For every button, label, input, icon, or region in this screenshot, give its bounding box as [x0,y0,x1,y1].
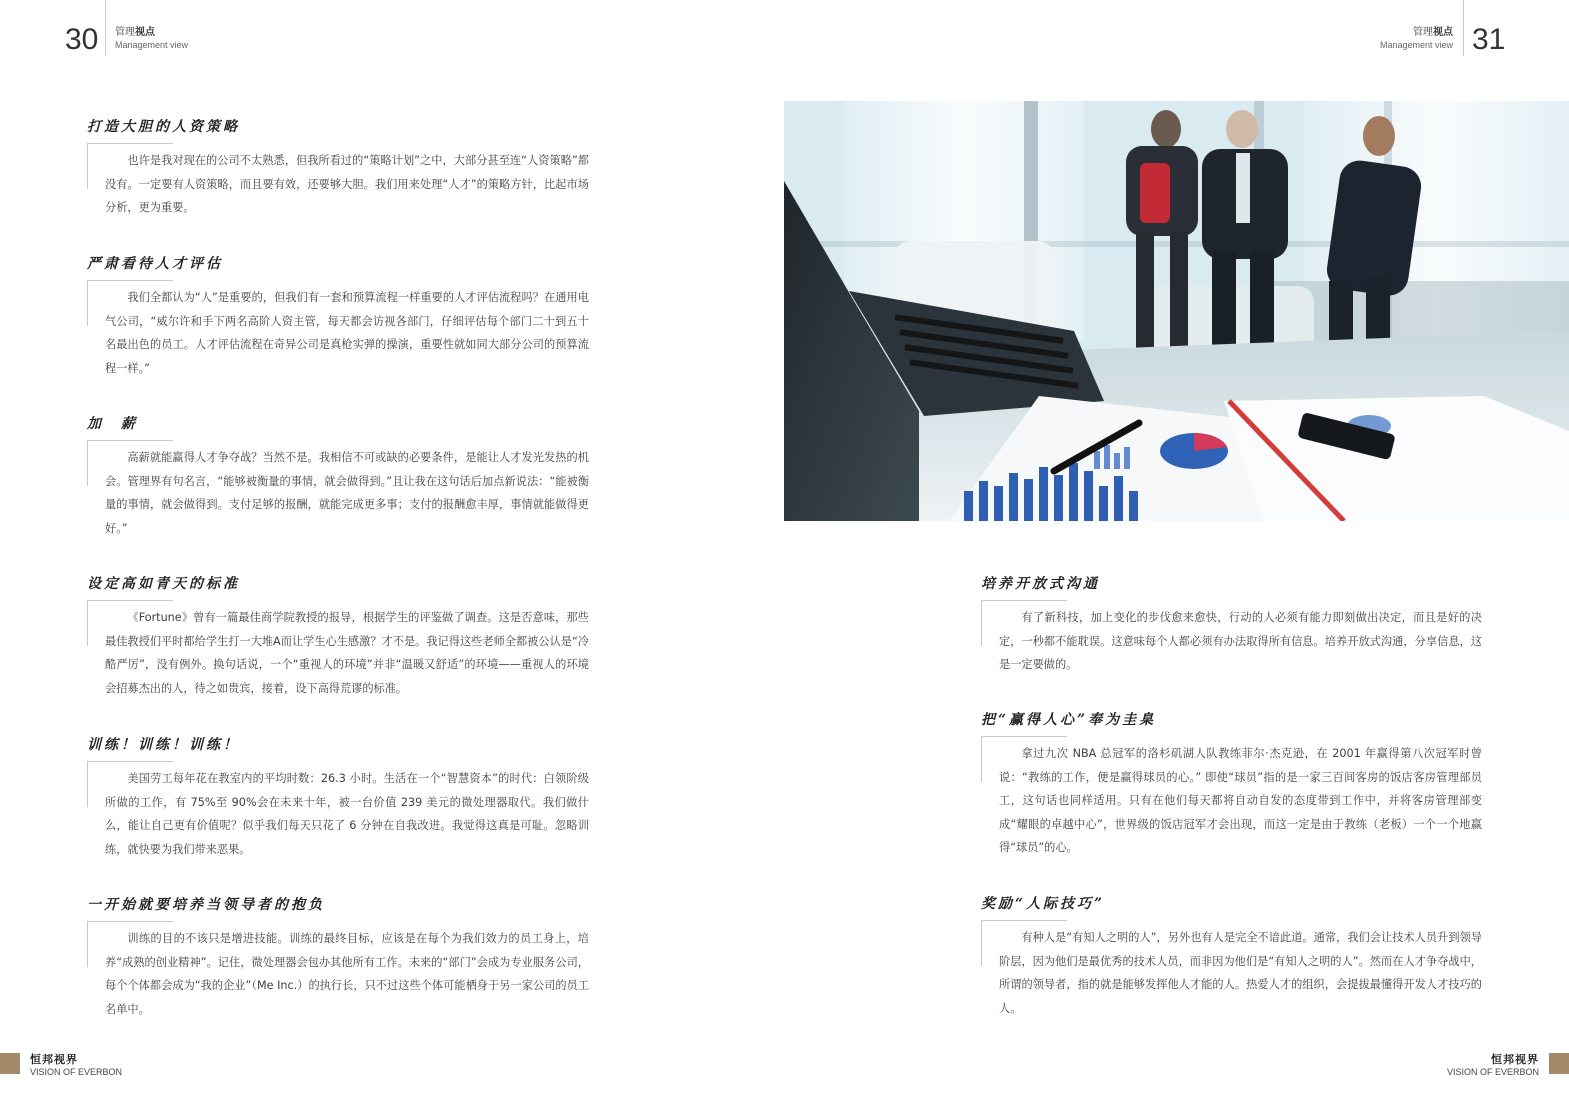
section-heading: 打造大胆的人资策略 [87,119,240,135]
section-paragraph: 美国劳工每年花在教室内的平均时数：26.3 小时。生活在一个“智慧资本”的时代：白领阶级所做的工作，有 75%至 90%会在未来十年，被一台价值 239 美元的微处理器取代。我们做什么，能让自己更有价值呢？似乎我们每天只花了 6 分钟在自我改进。我觉得这真是可耻。忽略训练，就快要为我们带来恶果。 [105,772,589,856]
section-paragraph: 有了新科技，加上变化的步伐愈来愈快，行动的人必须有能力即刻做出决定，而且是好的决定，一秒都不能耽误。这意味每个人都必须有办法取得所有信息。培养开放式沟通，分享信息，这是一定要做的。 [999,611,1482,671]
footer-brand-en-left: VISION OF EVERBON [30,1067,123,1077]
page-number-right: 31 [1472,23,1506,56]
article-section [981,894,1482,1020]
section-body [981,920,1482,1020]
article-section [981,710,1482,860]
article-section [87,735,589,861]
section-body [87,761,589,861]
header-divider-left [105,0,106,56]
section-heading: 把“赢得人心”奉为圭臬 [981,712,1157,728]
header-divider-right [1463,0,1464,56]
footer-brand-square-left [0,1053,20,1074]
section-heading: 加 薪 [87,416,138,432]
section-paragraph: 高薪就能赢得人才争夺战？当然不是。我相信不可或缺的必要条件，是能让人才发光发热的机会。管理界有句名言，“能够被衡量的事情，就会做得到。”且让我在这句话后加点新说法：“能被衡量的事情，就会做得到。支付足够的报酬，就能完成更多事；支付的报酬愈丰厚，事情就能做得更好。” [105,451,589,535]
section-heading: 培养开放式沟通 [981,576,1100,592]
section-body [87,600,589,700]
section-paragraph: 我们全都认为“人”是重要的，但我们有一套和预算流程一样重要的人才评估流程吗？在通用电气公司，“威尔许和手下两名高阶人资主管，每天都会访视各部门，仔细评估每个部门二十到五十名最出色的员工。人才评估流程在奇异公司是真枪实弹的操演，重要性就如同大部分公司的预算流程一样。” [105,291,589,375]
header-title-left: 管理视点 [115,27,155,38]
section-heading: 严肃看待人才评估 [87,256,223,272]
section-paragraph: 训练的目的不该只是增进技能。训练的最终目标，应该是在每个为我们效力的员工身上，培养“成熟的创业精神”。记住，微处理器会包办其他所有工作。未来的“部门”会成为专业服务公司，每个个体都会成为“我的企业”（Me Inc.）的执行长，只不过这些个体可能栖身于另一家公司的员工名单中。 [105,932,589,1016]
header-title-right: 管理视点 [1413,27,1453,38]
section-heading: 一开始就要培养当领导者的抱负 [87,897,325,913]
article-section [981,574,1482,677]
page-number-left: 30 [65,23,99,56]
section-body [981,736,1482,860]
article-section [87,254,589,380]
section-paragraph: 有种人是“有知人之明的人”，另外也有人是完全不谙此道。通常，我们会让技术人员升到领导阶层，因为他们是最优秀的技术人员，而非因为他们是“有知人之明的人”。然而在人才争夺战中，所谓的领导者，指的就是能够发挥他人才能的人。热爱人才的组织，会提拔最懂得开发人才技巧的人。 [999,931,1482,1015]
photo-illustration [784,101,1569,521]
section-body [87,280,589,380]
section-paragraph: 拿过九次 NBA 总冠军的洛杉矶湖人队教练菲尔·杰克逊，在 2001 年赢得第八次冠军时曾说：“教练的工作，便是赢得球员的心。” 即使“球员”指的是一家三百间客房的饭店客房管理部员工，这句话也同样适用。只有在他们每天都将自动自发的态度带到工作中，并将客房管理部变成“耀眼的卓越中心”，世界级的饭店冠军才会出现，而这一定是由于教练（老板）一个一个地赢得“球员”的心。 [999,747,1482,854]
article-section [87,895,589,1021]
section-body [87,921,589,1021]
section-heading: 训练！训练！训练！ [87,737,240,753]
section-paragraph: 也许是我对现在的公司不太熟悉，但我所看过的“策略计划”之中，大部分甚至连“人资策略”都没有。一定要有人资策略，而且要有效，还要够大胆。我们用来处理“人才”的策略方针，比起市场分析，更为重要。 [105,154,589,214]
footer-brand-right: 恒邦视界 [1491,1053,1539,1066]
business-meeting-photo [784,101,1569,521]
section-body [87,440,589,540]
footer-brand-en-right: VISION OF EVERBON [1446,1067,1539,1077]
section-body [87,143,589,220]
article-section [87,117,589,220]
article-section [87,414,589,540]
article-section [87,574,589,700]
header-subtitle-right: Management view [1379,40,1453,50]
footer-brand-left: 恒邦视界 [30,1053,78,1066]
section-heading: 设定高如青天的标准 [87,576,240,592]
section-heading: 奖励“人际技巧” [981,896,1106,912]
section-paragraph: 《Fortune》曾有一篇最佳商学院教授的报导，根据学生的评鉴做了调查。这是否意味，那些最佳教授们平时都给学生打一大堆A而让学生心生感激？才不是。我记得这些老师全都被公认是“冷酷严厉”，没有例外。换句话说，一个“重视人的环境”并非“温暖又舒适”的环境——重视人的环境会招募杰出的人，待之如贵宾，接着，设下高得荒谬的标准。 [105,611,589,695]
footer-brand-square-right [1549,1053,1569,1074]
header-subtitle-left: Management view [115,40,189,50]
section-body [981,600,1482,677]
